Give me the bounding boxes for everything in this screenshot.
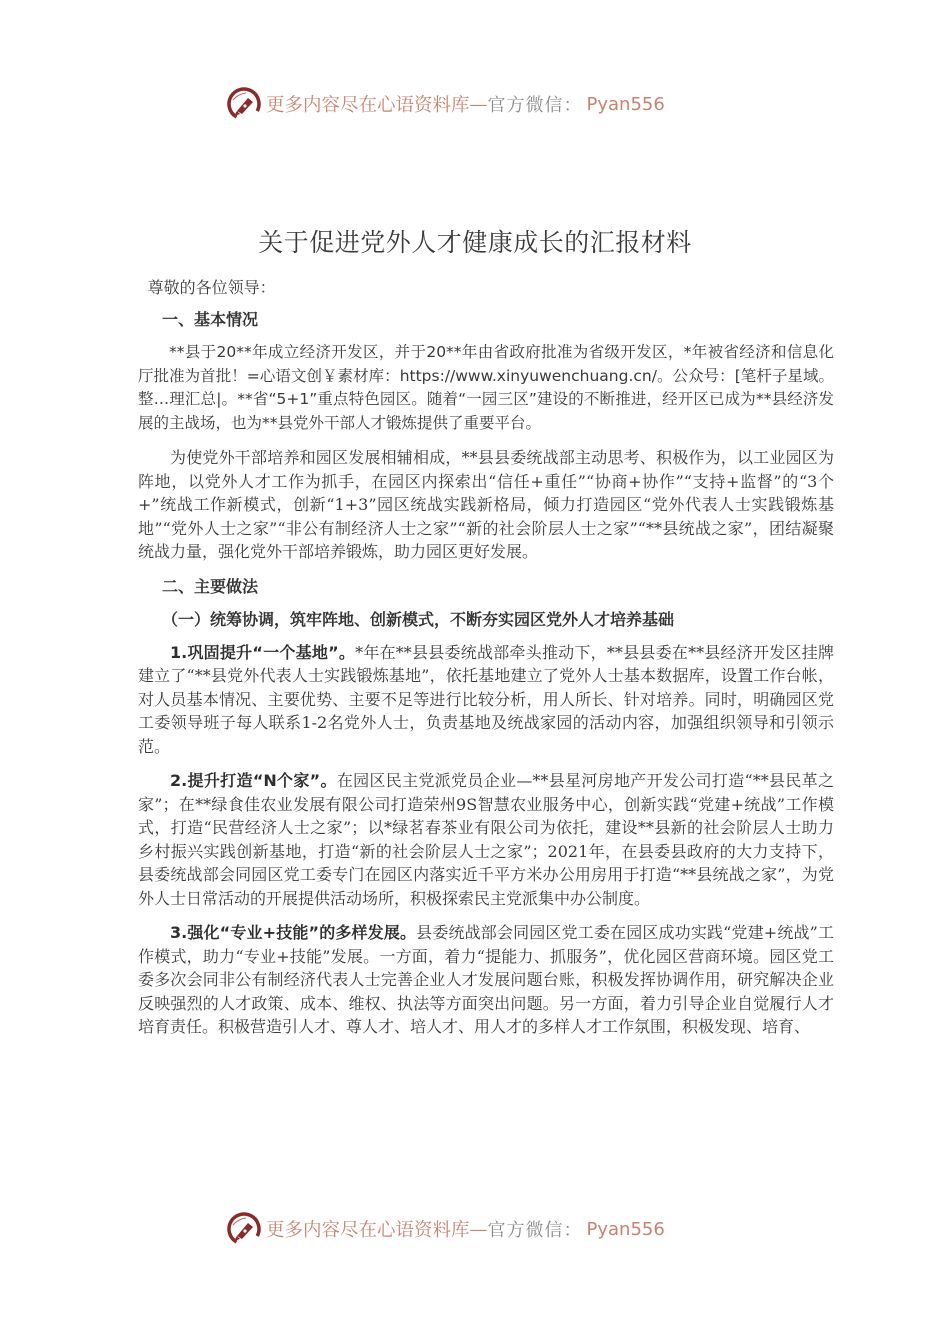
item-text: 县委统战部会同园区党工委在园区成功实践“党建+统战”工作模式，助力“专业+技能”发展。一方面，着力“提能力、抓服务”，优化园区营商环境。园区党工委多次会同非公有制经济代表人士完善企业人才发展问题台账，积极发挥协调作用，研究解决企业反映强烈的人才政策、成本、维权、执法等方面突出问题。另一方面，着力引导企业自觉履行人才培育责任。积极营造引人才、尊人才、培人才、用人才的多样人才工作氛围，积极发现、培育、 [138, 923, 834, 1036]
section-heading-basic-situation: 一、基本情况 [162, 310, 259, 329]
paragraph: **县于20**年成立经济开发区，并于20**年由省政府批准为省级开发区，*年被省经济和信息化厅批准为首批！=心语文创￥素材库：https://www.xinyuwenchuang.cn/。公众号：[笔杆子星域。整…理汇总|。**省“5+1”重点特色园区。随着“一园三区”建设的不断推进，经开区已成为**县经济发展的主战场，也为**县党外干部人才锻炼提供了重要平台。 [138, 343, 834, 432]
banner-wechat-id: Pyan556 [586, 93, 665, 115]
item-lead: 1.巩固提升“一个基地”。 [170, 642, 356, 662]
banner-wechat-label: 官方微信： [487, 95, 583, 116]
document-body [138, 276, 834, 1039]
banner-wechat-id: Pyan556 [586, 1218, 665, 1240]
header-banner [226, 84, 726, 124]
document-title: 关于促进党外人才健康成长的汇报材料 [258, 228, 692, 257]
list-item-paragraph [138, 641, 834, 759]
subsection-heading: （一）统筹协调，筑牢阵地、创新模式，不断夯实园区党外人才培养基础 [162, 609, 675, 629]
pen-nib-logo-icon [226, 1211, 262, 1247]
item-text: *年在**县县委统战部牵头推动下，**县县委在**县经济开发区挂牌建立了“**县党外代表人士实践锻炼基地”，依托基地建立了党外人士基本数据库，设置工作台帐，对人员基本情况、主要优势、主要不足等进行比较分析，用人所长、针对培养。同时，明确园区党工委领导班子每人联系1-2名党外人士，负责基地及统战家园的活动内容，加强组织领导和引领示范。 [138, 642, 834, 756]
paragraph: 为使党外干部培养和园区发展相辅相成，**县县委统战部主动思考、积极作为，以工业园区为阵地，以党外人才工作为抓手，在园区内探索出“信任+重任”“协商+协作”“支持+监督”的“3个+”统战工作新模式，创新“1+3”园区统战实践新格局，倾力打造园区“党外代表人士实践锻炼基地”“党外人士之家”“非公有制经济人士之家”“新的社会阶层人士之家”“**县统战之家”，团结凝聚统战力量，强化党外干部培养锻炼，助力园区更好发展。 [138, 448, 834, 561]
pen-nib-logo-icon [226, 86, 262, 122]
section-heading-main-practices: 二、主要做法 [162, 576, 259, 596]
salutation: 尊敬的各位领导： [147, 278, 276, 297]
banner-separator: — [469, 1218, 488, 1240]
list-item-paragraph [138, 769, 834, 910]
item-text: 在园区民主党派党员企业—**县星河房地产开发公司打造“**县民革之家”；在**绿食佳农业发展有限公司打造荣州9S智慧农业服务中心，创新实践“党建+统战”工作模式，打造“民营经济人士之家”；以*绿茗春茶业有限公司为依托，建设**县新的社会阶层人士助力乡村振兴实践创新基地，打造“新的社会阶层人士之家”；2021年，在县委县政府的大力支持下，县委统战部会同园区党工委专门在园区内落实近千平方米办公用房用于打造“**县统战之家”，为党外人士日常活动的开展提供活动场所，积极探索民主党派集中办公制度。 [138, 771, 834, 908]
list-item-paragraph [138, 921, 834, 1039]
banner-separator: — [469, 93, 488, 115]
banner-promo-text: 更多内容尽在心语资料库 [266, 1220, 470, 1241]
banner-promo-text: 更多内容尽在心语资料库 [266, 95, 470, 116]
item-lead: 3.强化“专业+技能”的多样发展。 [170, 923, 417, 942]
banner-wechat-label: 官方微信： [487, 1220, 583, 1241]
item-lead: 2.提升打造“N个家”。 [170, 771, 337, 790]
footer-banner [226, 1209, 726, 1249]
